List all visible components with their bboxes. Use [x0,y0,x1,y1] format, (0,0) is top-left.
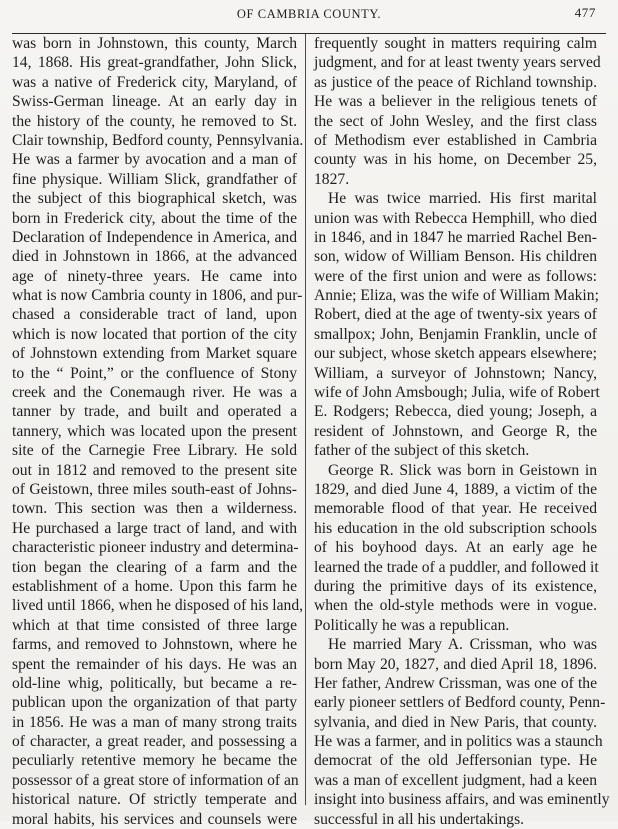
text-line: resident of Johnstown, and George R, the [314,422,597,440]
text-line: in 1856. He was a man of many strong traits [12,713,297,731]
text-line: memorable flood of that year. He received [314,500,597,518]
text-line: which is now located that portion of the city [12,325,297,343]
text-line: He was a believer in the religious tenets of [314,93,597,111]
text-line: was a man of excellent judgment, had a keen [314,771,597,789]
text-line: He was a farmer, and in politics was a staunch [314,733,603,751]
text-line: democrat of the old Jeffersonian type. He [314,752,597,770]
paragraph-start: He was twice married. His first marital [328,190,597,208]
text-line: Annie; Eliza, was the wife of William Makin; [314,287,599,305]
text-line: establishment of a home. Upon this farm he [12,577,297,595]
text-line: to the “ Point,” or the confluence of Stony [12,364,297,382]
text-line: our subject, whose sketch appears elsewhere; [314,345,597,363]
text-line: historical nature. Of strictly temperate and [12,791,297,809]
text-line: union was with Rebecca Hemphill, who died [314,209,597,227]
text-line: fine physique. William Slick, grandfather of [12,170,297,188]
paragraph-start: He married Mary A. Crissman, who was [328,636,597,654]
text-line: out in 1812 and removed to the present site [12,461,297,479]
text-line: Declaration of Independence in America, and [12,228,297,246]
text-line: moral habits, his services and counsels were [12,810,297,828]
text-line: E. Rodgers; Rebecca, died young; Joseph, a [314,403,597,421]
text-line: 14, 1868. His great-grandfather, John Slick, [12,54,297,72]
right-column [314,34,610,829]
text-line: his education in the old subscription schools [314,519,597,537]
text-line: old-line whig, politically, but became a re- [12,674,297,692]
text-line: possessor of a great store of information of an [12,771,299,789]
text-line: smallpox; John, Benjamin Franklin, uncle of [314,325,597,343]
text-line: the sect of John Wesley, and the first class [314,112,597,130]
text-line: of his boyhood days. At an early age he [314,539,597,557]
text-line: learned the trade of a puddler, and followed it [314,558,599,576]
text-line: of character, a great reader, and possessing a [12,733,297,751]
left-column [12,34,304,829]
text-line: during the primitive days of its existence, [314,577,597,595]
text-line: the subject of this biographical sketch, was [12,190,297,208]
text-line: wife of John Amsbough; Julia, wife of Robert [314,384,600,402]
text-line: William, a surveyor of Johnstown; Nancy, [314,364,597,382]
page-number: 477 [574,5,596,20]
text-line: early pioneer settlers of Bedford county, Penn- [314,694,606,712]
text-line: when the old-style methods were in vogue. [314,597,597,615]
text-line: farms, and removed to Johnstown, where he [12,636,297,654]
text-line: father of the subject of this sketch. [314,442,530,460]
text-line: 1827. [314,170,350,188]
text-line: 1829, and died June 4, 1889, a victim of the [314,480,597,498]
text-line: site of the Carnegie Free Library. He sold [12,442,297,460]
text-line: the history of the county, he removed to St. [12,112,297,130]
text-line: of Geistown, three miles south-east of Johns- [12,480,297,498]
text-line: son, widow of William Benson. His children [314,248,597,266]
text-line: chased a considerable tract of land, upon [12,306,297,324]
text-line: frequently sought in matters requiring calm [314,35,597,52]
text-line: Robert, died at the age of twenty-six years of [314,306,597,324]
text-line: in 1846, and in 1847 he married Rachel Ben- [314,228,597,246]
text-line: tannery, which was located upon the present [12,422,297,440]
text-line: He purchased a large tract of land, and with [12,519,297,537]
text-line: spent the remainder of his days. He was an [12,655,297,673]
text-line: of Methodism ever established in Cambria [314,131,597,149]
text-line: Her father, Andrew Crissman, was one of the [314,674,597,692]
running-title: OF CAMBRIA COUNTY. [236,7,382,21]
text-line: publican upon the organization of that party [12,694,297,712]
text-line: He was a farmer by avocation and a man of [12,151,297,169]
text-line: what is now Cambria county in 1806, and pur- [12,287,303,305]
text-line: age of ninety-three years. He came into [12,267,297,285]
text-line: sylvania, and died in New Paris, that county. [314,713,597,731]
text-line: was a native of Frederick city, Maryland, of [12,73,297,91]
text-line: peculiarly retentive memory he became the [12,752,297,770]
text-line: lived until 1866, when he disposed of his land, [12,597,304,615]
text-line: were of the first union and were as follows: [314,267,597,285]
text-line: insight into business affairs, and was eminently [314,791,610,809]
paragraph-start: George R. Slick was born in Geistown in [328,461,597,479]
text-line: tanner by trade, and built and operated a [12,403,297,421]
text-line: county was in his home, on December 25, [314,151,597,169]
text-line: died in Johnstown in 1866, at the advanced [12,248,297,266]
text-line: tion began the clearing of a farm and the [12,558,297,576]
text-line: born in Frederick city, about the time of the [12,209,297,227]
text-line: which at that time consisted of three large [12,616,297,634]
text-line: was born in Johnstown, this county, March [12,35,297,52]
text-line: Politically he was a republican. [314,616,510,634]
text-line: town. This section was then a wilderness. [12,500,297,518]
text-line: judgment, and for at least twenty years served [314,54,601,72]
text-line: Swiss-German lineage. At an early day in [12,93,297,111]
text-line: creek and the Conemaugh river. He was a [12,384,297,402]
text-line: characteristic pioneer industry and determina- [12,539,299,557]
text-line: of Johnstown extending from Market square [12,345,297,363]
text-line: successful in all his undertakings. [314,810,525,828]
text-line: born May 20, 1827, and died April 18, 1896. [314,655,597,673]
running-header [0,5,618,25]
text-line: Clair township, Bedford county, Pennsylvania. [12,131,304,149]
column-divider [305,34,306,805]
text-line: as justice of the peace of Richland township. [314,73,597,91]
